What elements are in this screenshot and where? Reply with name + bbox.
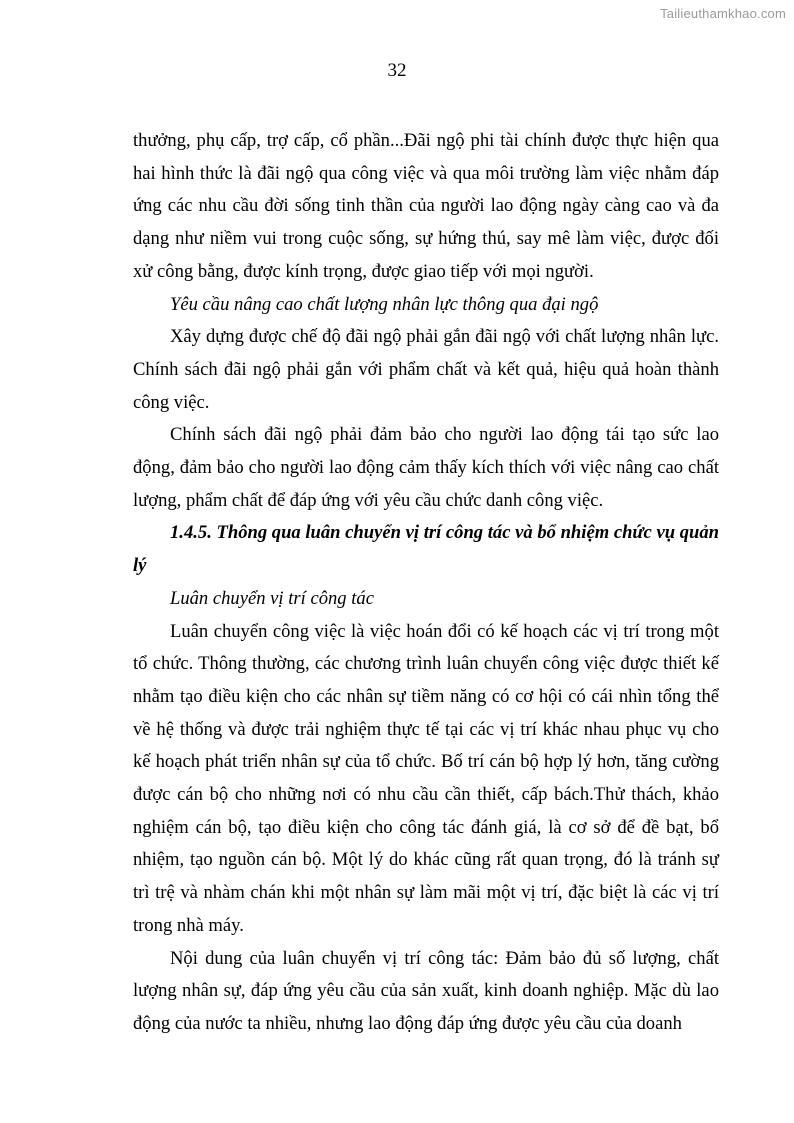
watermark: Tailieuthamkhao.com [660,6,786,21]
paragraph-job-rotation-content: Nội dung của luân chuyển vị trí công tác: Đảm bảo đủ số lượng, chất lượng nhân sự, đáp ứng yêu cầu của sản xuất, kinh doanh nghiệp. Mặc dù lao động của nước ta nhiều, nhưng lao động đáp ứng được yêu cầu của doanh [133,947,719,1034]
page-number: 32 [387,60,407,81]
paragraph-reward-policy-ensure: Chính sách đãi ngộ phải đảm bảo cho người lao động tái tạo sức lao động, đảm bảo cho người lao động cảm thấy kích thích với việc nâng cao chất lượng, phẩm chất để đáp ứng với yêu cầu chức danh công việc. [133,424,719,511]
subheading-job-rotation: Luân chuyển vị trí công tác [170,587,374,609]
paragraph-job-rotation: Luân chuyển công việc là việc hoán đổi có kế hoạch các vị trí trong một tổ chức. Thông thường, các chương trình luân chuyển công việc được thiết kế nhằm tạo điều kiện cho các nhân sự tiềm năng có cơ hội có cái nhìn tổng thể về hệ thống và được trải nghiệm thực tế tại các vị trí khác nhau phục vụ cho kế hoạch phát triển nhân sự của tổ chức. Bố trí cán bộ hợp lý hơn, tăng cường được cán bộ cho những nơi có nhu cầu cần thiết, cấp bách.Thử thách, khảo nghiệm cán bộ, tạo điều kiện cho công tác đánh giá, là cơ sở để đề bạt, bổ nhiệm, tạo nguồn cán bộ. Một lý do khác cũng rất quan trọng, đó là tránh sự trì trệ và nhàm chán khi một nhân sự làm mãi một vị trí, đặc biệt là các vị trí trong nhà máy. [133,620,719,936]
paragraph-non-financial-rewards: thưởng, phụ cấp, trợ cấp, cổ phần...Đãi ngộ phi tài chính được thực hiện qua hai hình thức là đãi ngộ qua công việc và qua môi trường làm việc nhằm đáp ứng các nhu cầu đời sống tinh thần của người lao động ngày càng cao và đa dạng như niềm vui trong cuộc sống, sự hứng thú, say mê làm việc, được đối xử công bằng, được kính trọng, được giao tiếp với mọi người. [133,130,719,282]
section-heading-1-4-5: 1.4.5. Thông qua luân chuyển vị trí công tác và bổ nhiệm chức vụ quản lý [133,522,719,577]
paragraph-reward-policy: Xây dựng được chế độ đãi ngộ phải gắn đãi ngộ với chất lượng nhân lực. Chính sách đãi ngộ phải gắn với phẩm chất và kết quả, hiệu quả hoàn thành công việc. [133,326,719,413]
page-content [133,125,719,1041]
subheading-quality-through-rewards: Yêu cầu nâng cao chất lượng nhân lực thông qua đại ngộ [170,293,599,315]
